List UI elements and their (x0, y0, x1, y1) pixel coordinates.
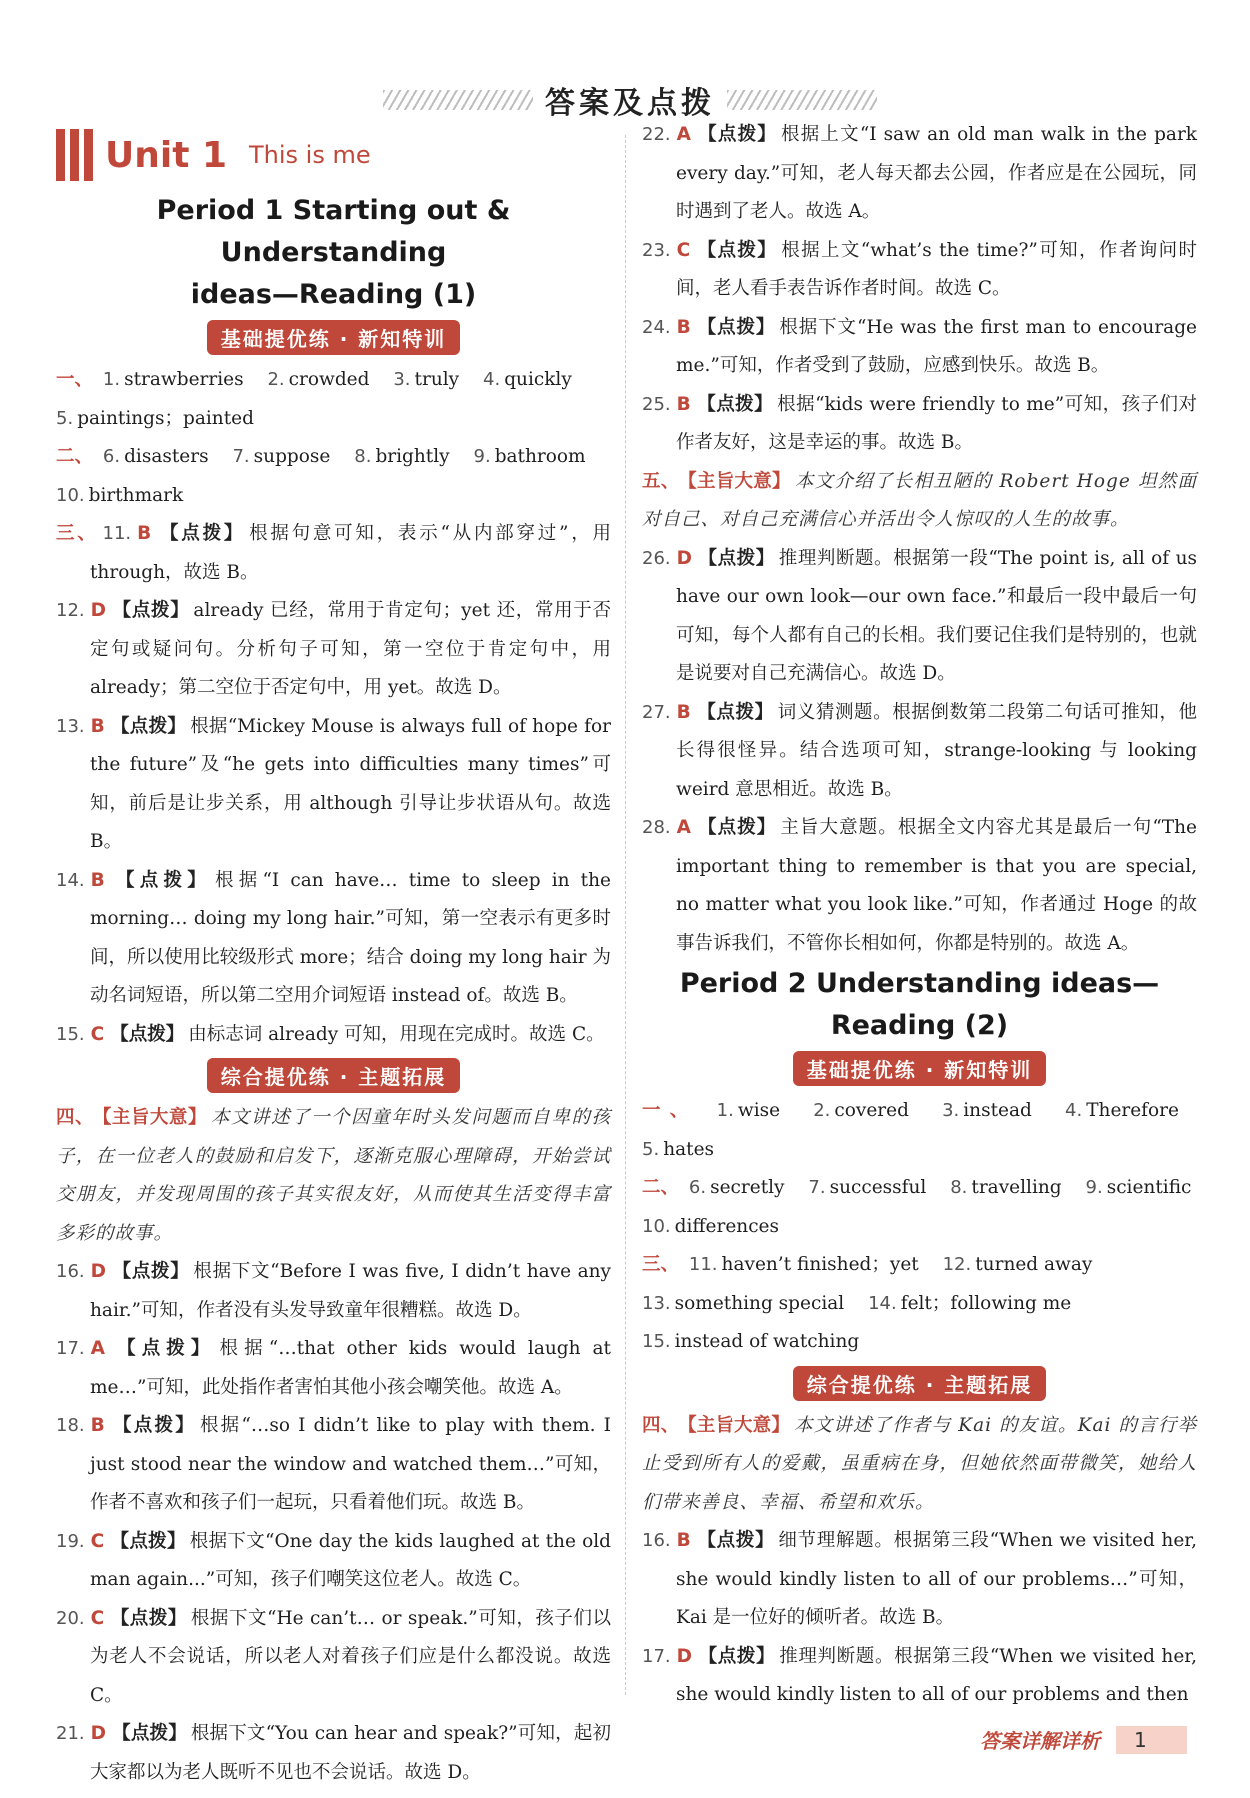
unit-bars-icon (56, 129, 93, 181)
column-divider (625, 135, 626, 1695)
page-number: 1 (1116, 1726, 1187, 1754)
answer-group-3: 三、 11. haven’t finished；yet 12. turned away 13. something special 14. felt；following me 15. instead of watching (642, 1254, 1093, 1352)
page-title: 答案及点拨 (545, 86, 715, 121)
period-title: Period 1 Starting out & Understanding (156, 195, 511, 268)
answer-item: 24. B 【点拨】 根据下文“He was the first man to encourage me.”可知，作者受到了鼓励，应感到快乐。故选 B。 (642, 316, 1197, 376)
answer-item: 25. B 【点拨】 根据“kids were friendly to me”可知，孩子们对作者友好，这是幸运的事。故选 B。 (642, 393, 1197, 453)
answer-item: 13. B 【点拨】 根据“Mickey Mouse is always full of hope for the future”及“he gets into difficulties many times”可知，前后是让步关系，用 although 引导让步状语从句。故选 B。 (56, 715, 611, 852)
answer-item: 23. C 【点拨】 根据上文“what’s the time?”可知，作者询问时间，老人看手表告诉作者时间。故选 C。 (642, 239, 1197, 299)
answer-item: 19. C 【点拨】 根据下文“One day the kids laughed at the old man again...”可知，孩子们嘲笑这位老人。故选 C。 (56, 1530, 611, 1590)
page-footer (980, 1725, 1187, 1754)
header-hatch-right (727, 90, 877, 110)
section-banner: 综合提优练 · 主题拓展 (793, 1366, 1047, 1401)
summary-item: 四、 【主旨大意】 本文讲述了一个因童年时头发问题而自卑的孩子，在一位老人的鼓励和启发下，逐渐克服心理障碍，开始尝试交朋友，并发现周围的孩子其实很友好，从而使其生活变得丰富多彩的故事。 (56, 1107, 611, 1244)
section-banner: 综合提优练 · 主题拓展 (207, 1058, 461, 1093)
header-hatch-left (383, 90, 533, 110)
answer-item: 16. D 【点拨】 根据下文“Before I was five, I didn’t have any hair.”可知，作者没有头发导致童年很糟糕。故选 D。 (56, 1261, 611, 1321)
right-column (642, 116, 1197, 1715)
summary-item: 五、 【主旨大意】 本文介绍了长相丑陋的 Robert Hoge 坦然面对自己、对自己充满信心并活出令人惊叹的人生的故事。 (642, 470, 1197, 530)
answer-item: 27. B 【点拨】 词义猜测题。根据倒数第二段第二句话可推知，他长得很怪异。结合选项可知，strange-looking 与 looking weird 意思相近。故选 B。 (642, 701, 1197, 800)
answer-item: 15. C 【点拨】 由标志词 already 可知，用现在完成时。故选 C。 (56, 1023, 605, 1045)
period-title-cont: Reading (2) (830, 1010, 1009, 1041)
answer-item: 18. B 【点拨】 根据“…so I didn’t like to play with them. I just stood near the window and watched them…”可知，作者不喜欢和孩子们一起玩，只看着他们玩。故选 B。 (56, 1415, 611, 1513)
unit-label: Unit 1 (105, 134, 227, 176)
answer-item: 16. B 【点拨】 细节理解题。根据第三段“When we visited her, she would kindly listen to all of our problems…”可知，Kai 是一位好的倾听者。故选 B。 (642, 1530, 1197, 1628)
answer-group-2: 二、 6. secretly 7. successful 8. travelling 9. scientific 10. differences (642, 1177, 1192, 1237)
answer-item: 22. A 【点拨】 根据上文“I saw an old man walk in the park every day.”可知，老人每天都去公园，作者应是在公园玩，同时遇到了老人。故选 A。 (642, 124, 1197, 222)
page-header (370, 80, 890, 120)
period-title: Period 2 Understanding ideas— (679, 968, 1160, 999)
unit-subtitle: This is me (249, 141, 371, 169)
answer-item: 21. D 【点拨】 根据下文“You can hear and speak?”可知，起初大家都以为老人既听不见也不会说话。故选 D。 (56, 1723, 611, 1783)
footer-title: 答案详解详析 (980, 1729, 1100, 1753)
answer-item: 17. D 【点拨】 推理判断题。根据第三段“When we visited her, she would kindly listen to all of our problems and then (642, 1645, 1197, 1705)
answer-item: 28. A 【点拨】 主旨大意题。根据全文内容尤其是最后一句“The important thing to remember is that you are special, no matter what you look like.”可知，作者通过 Hoge 的故事告诉我们，不管你长相如何，你都是特别的。故选 A。 (642, 817, 1197, 954)
section-banner: 基础提优练 · 新知特训 (793, 1051, 1047, 1086)
answer-group-1: 一、 1. wise 2. covered 3. instead 4. Therefore 5. hates (642, 1100, 1179, 1160)
answer-group-1: 一、 1. strawberries 2. crowded 3. truly 4. quickly 5. paintings；painted (56, 369, 572, 429)
answer-item: 17. A 【点拨】 根据“…that other kids would laugh at me…”可知，此处指作者害怕其他小孩会嘲笑他。故选 A。 (56, 1338, 611, 1398)
answer-item: 26. D 【点拨】 推理判断题。根据第一段“The point is, all of us have our own look—our own face.”和最后一段中最后一句可知，每个人都有自己的长相。我们要记住我们是特别的，也就是说要对自己充满信心。故选 D。 (642, 547, 1197, 684)
answer-group-2: 二、 6. disasters 7. suppose 8. brightly 9. bathroom 10. birthmark (56, 446, 586, 506)
summary-item: 四、 【主旨大意】 本文讲述了作者与 Kai 的友谊。Kai 的言行举止受到所有人的爱戴，虽重病在身，但她依然面带微笑，她给人们带来善良、幸福、希望和欢乐。 (642, 1414, 1197, 1513)
answer-item: 20. C 【点拨】 根据下文“He can’t… or speak.”可知，孩子们以为老人不会说话，所以老人对着孩子们应是什么都没说。故选 C。 (56, 1607, 611, 1706)
left-column (56, 120, 611, 1792)
unit-heading (56, 120, 611, 190)
page (20, 20, 1230, 1783)
answer-item: 14. B 【点拨】 根据“I can have… time to sleep in the morning… doing my long hair.”可知，第一空表示有更多时间，所以使用比较级形式 more；结合 doing my long hair 为动名词短语，所以第二空用介词短语 instead of。故选 B。 (56, 869, 611, 1006)
period-title-cont: ideas—Reading (1) (190, 279, 477, 310)
answer-item: 三、 11. B 【点拨】 根据句意可知，表示“从内部穿过”，用 through，故选 B。 (56, 523, 611, 583)
answer-item: 12. D 【点拨】 already 已经，常用于肯定句；yet 还，常用于否定句或疑问句。分析句子可知，第一空位于肯定句中，用 already；第二空位于否定句中，用 yet。故选 D。 (56, 600, 611, 698)
section-banner: 基础提优练 · 新知特训 (207, 320, 461, 355)
